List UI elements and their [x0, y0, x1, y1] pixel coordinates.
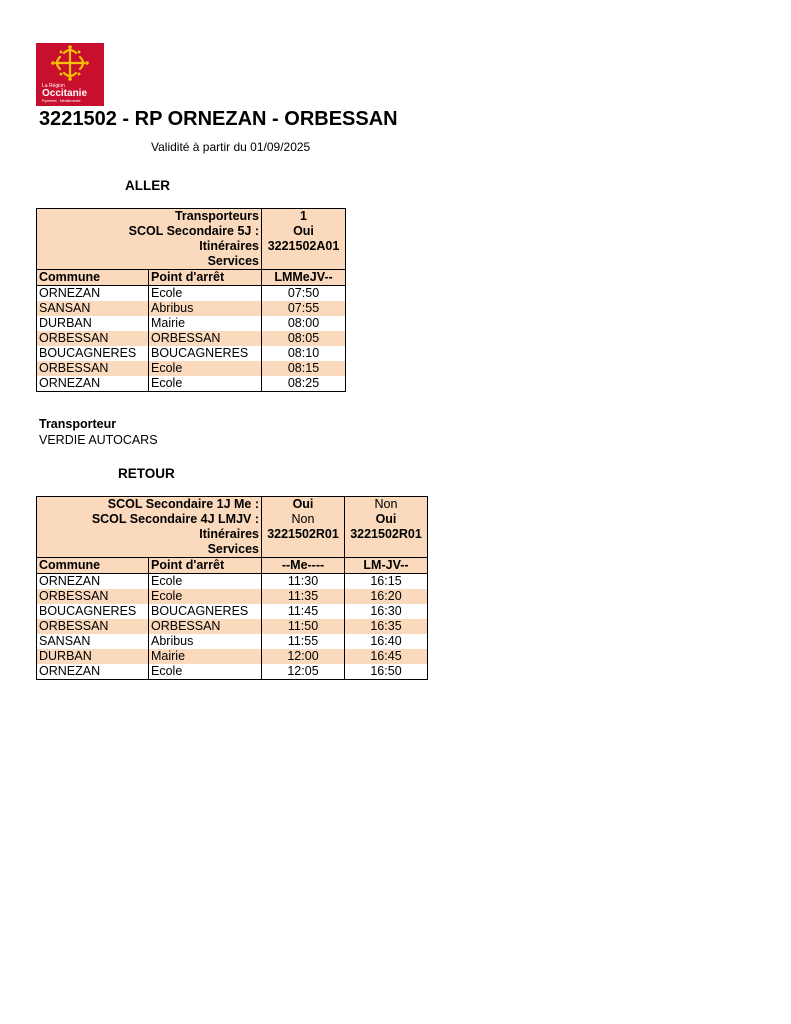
header-row [37, 224, 346, 239]
logo-line2: Occitanie [42, 88, 88, 99]
stop-cell: ORBESSAN [149, 619, 262, 634]
time-cell: 11:55 [262, 634, 345, 649]
time-cell: 16:20 [345, 589, 428, 604]
table-row [37, 664, 428, 680]
time-cell: 11:50 [262, 619, 345, 634]
time-cell: 16:50 [345, 664, 428, 680]
header-row [37, 527, 428, 542]
commune-cell: ORNEZAN [37, 664, 149, 680]
time-cell: 08:25 [262, 376, 346, 392]
commune-cell: DURBAN [37, 649, 149, 664]
time-cell: 16:15 [345, 574, 428, 590]
table-row [37, 286, 346, 302]
time-cell: 16:45 [345, 649, 428, 664]
table-row [37, 604, 428, 619]
commune-cell: ORBESSAN [37, 331, 149, 346]
page-title: 3221502 - RP ORNEZAN - ORBESSAN [39, 108, 398, 130]
commune-cell: BOUCAGNERES [37, 604, 149, 619]
header-label: Itinéraires [37, 239, 262, 254]
time-cell: 11:30 [262, 574, 345, 590]
service-code: LM-JV-- [345, 558, 428, 574]
table-row [37, 574, 428, 590]
aller-timetable [36, 208, 346, 392]
column-header-row [37, 270, 346, 286]
header-label: Itinéraires [37, 527, 262, 542]
col-commune: Commune [37, 270, 149, 286]
stop-cell: Ecole [149, 574, 262, 590]
time-cell: 16:35 [345, 619, 428, 634]
header-value: Oui [262, 497, 345, 513]
table-row [37, 301, 346, 316]
stop-cell: Ecole [149, 286, 262, 302]
header-label: SCOL Secondaire 1J Me : [37, 497, 262, 513]
aller-heading: ALLER [125, 178, 170, 193]
time-cell: 07:55 [262, 301, 346, 316]
stop-cell: Mairie [149, 649, 262, 664]
logo-line3: Pyrénées · Méditerranée [42, 99, 81, 103]
stop-cell: BOUCAGNERES [149, 346, 262, 361]
header-label: Transporteurs [37, 209, 262, 225]
time-cell: 16:30 [345, 604, 428, 619]
commune-cell: ORBESSAN [37, 619, 149, 634]
stop-cell: Abribus [149, 634, 262, 649]
header-row [37, 512, 428, 527]
table-row [37, 376, 346, 392]
header-row [37, 209, 346, 225]
retour-heading: RETOUR [118, 466, 175, 481]
stop-cell: Ecole [149, 361, 262, 376]
time-cell: 11:45 [262, 604, 345, 619]
occitan-cross-icon [36, 43, 104, 83]
col-commune: Commune [37, 558, 149, 574]
time-cell: 12:05 [262, 664, 345, 680]
transporteur-name: VERDIE AUTOCARS [39, 433, 158, 447]
time-cell: 08:00 [262, 316, 346, 331]
header-value [262, 542, 345, 558]
header-value [262, 254, 346, 270]
stop-cell: Ecole [149, 376, 262, 392]
stop-cell: Ecole [149, 664, 262, 680]
header-label: SCOL Secondaire 4J LMJV : [37, 512, 262, 527]
time-cell: 07:50 [262, 286, 346, 302]
time-cell: 08:15 [262, 361, 346, 376]
commune-cell: ORNEZAN [37, 574, 149, 590]
header-label: Services [37, 542, 262, 558]
header-value: 3221502A01 [262, 239, 346, 254]
header-row [37, 497, 428, 513]
stop-cell: Ecole [149, 589, 262, 604]
service-code: LMMeJV-- [262, 270, 346, 286]
header-row [37, 254, 346, 270]
header-value: Non [345, 497, 428, 513]
commune-cell: DURBAN [37, 316, 149, 331]
header-value: Oui [262, 224, 346, 239]
stop-cell: Abribus [149, 301, 262, 316]
time-cell: 08:10 [262, 346, 346, 361]
header-value: Non [262, 512, 345, 527]
time-cell: 16:40 [345, 634, 428, 649]
table-row [37, 634, 428, 649]
time-cell: 11:35 [262, 589, 345, 604]
commune-cell: ORNEZAN [37, 286, 149, 302]
time-cell: 12:00 [262, 649, 345, 664]
header-value: 1 [262, 209, 346, 225]
commune-cell: BOUCAGNERES [37, 346, 149, 361]
header-label: SCOL Secondaire 5J : [37, 224, 262, 239]
region-logo [36, 43, 104, 106]
header-row [37, 542, 428, 558]
header-row [37, 239, 346, 254]
stop-cell: Mairie [149, 316, 262, 331]
table-row [37, 649, 428, 664]
table-row [37, 331, 346, 346]
commune-cell: SANSAN [37, 634, 149, 649]
logo-line1: La Région [42, 83, 65, 89]
commune-cell: ORNEZAN [37, 376, 149, 392]
commune-cell: ORBESSAN [37, 589, 149, 604]
header-value: Oui [345, 512, 428, 527]
column-header-row [37, 558, 428, 574]
table-row [37, 316, 346, 331]
table-row [37, 619, 428, 634]
header-value: 3221502R01 [262, 527, 345, 542]
transporteur-heading: Transporteur [39, 417, 117, 431]
col-point: Point d'arrêt [149, 558, 262, 574]
col-point: Point d'arrêt [149, 270, 262, 286]
stop-cell: ORBESSAN [149, 331, 262, 346]
table-row [37, 346, 346, 361]
header-value: 3221502R01 [345, 527, 428, 542]
header-label: Services [37, 254, 262, 270]
table-row [37, 589, 428, 604]
validity-date: Validité à partir du 01/09/2025 [151, 140, 311, 154]
table-row [37, 361, 346, 376]
retour-timetable [36, 496, 428, 680]
time-cell: 08:05 [262, 331, 346, 346]
header-value [345, 542, 428, 558]
stop-cell: BOUCAGNERES [149, 604, 262, 619]
commune-cell: SANSAN [37, 301, 149, 316]
service-code: --Me---- [262, 558, 345, 574]
commune-cell: ORBESSAN [37, 361, 149, 376]
